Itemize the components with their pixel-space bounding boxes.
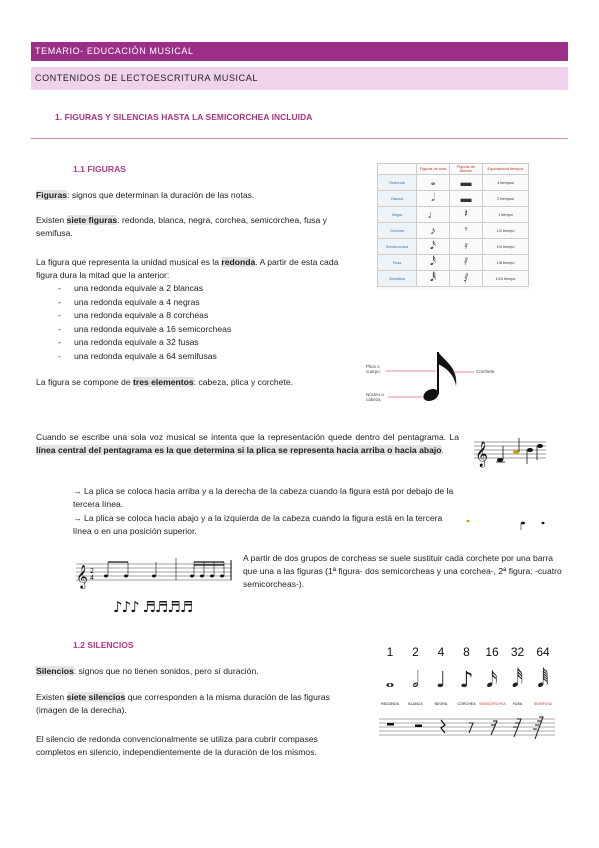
siete-silencios-pre: Existen [36,692,67,702]
siete-figuras-paragraph [36,214,356,240]
table-row [378,175,529,191]
table-header-cell: Figuras de nota [417,164,450,175]
table-cell-name: Blanca [378,191,417,207]
rest-fusa-icon [513,719,521,737]
figuras-table-image [377,163,529,290]
note-figure-icon: 𝅘𝅥𝅱 [537,668,549,693]
note-parts-diagram [366,344,506,410]
duration-number: 64 [536,645,550,659]
rest-redonda-icon [387,723,394,726]
unidad-rest: . A partir de esta cada figura dura la mitad que la anterior: [36,257,339,280]
table-cell-name: Fusa [378,255,417,271]
table-cell-note: 𝅝 [417,175,450,191]
table-cell-value: 1/4 tiempo [483,239,529,255]
figure-name-label: NEGRA [434,702,448,706]
svg-text:2: 2 [90,568,94,575]
equivalence-item: - una redonda equivale a 4 negras [36,296,336,310]
duration-number: 2 [412,645,419,659]
siete-rest: : redonda, blanca, negra, corchea, semicorchea, fusa y semifusa. [36,215,327,238]
figure-name-label: SEMICORCHEA [479,702,506,706]
note-figure-icon: ♪ [459,668,474,693]
document-title: TEMARIO- EDUCACIÓN MUSICAL [35,46,194,56]
redonda-term: redonda [221,257,256,267]
figuras-heading: 1.1 FIGURAS [73,164,127,174]
section-heading: 1. FIGURAS Y SILENCIAS HASTA LA SEMICORCHEA INCLUIDA [55,112,313,122]
silencio-redonda-paragraph: El silencio de redonda convencionalmente se utiliza para cubrir compases completos en silencio, independientemente de la duración de los mismos. [36,734,318,757]
document-title-bar [31,42,568,61]
label-corchete: Corchete [476,369,495,374]
table-cell-name: Corchea [378,223,417,239]
table-header-cell: Equivalencia tiempos [483,164,529,175]
table-row [378,207,529,223]
staff-svg-2 [463,510,548,534]
figure-name-label: REDONDA [381,702,399,706]
table-cell-note: 𝅘𝅥𝅰 [417,255,450,271]
staff-fragment [463,510,548,534]
table-cell-rest: ▬ [450,175,483,191]
table-header-cell [378,164,417,175]
table-cell-name: Negra [378,207,417,223]
table-row [378,223,529,239]
elementos-rest: : cabeza, plica y corchete. [193,377,294,387]
duration-number: 1 [386,645,394,659]
figuras-definition-text: : signos que determinan la duración de las notas. [67,190,255,200]
siete-silencios-rest: que corresponden a la misma duración de las figuras (imagen de la derecha). [36,692,330,715]
table-cell-note: ♩ [417,207,450,223]
table-cell-rest: 𝄾 [450,223,483,239]
table-cell-value: 1/2 tiempo [483,223,529,239]
duration-number: 4 [437,645,445,659]
table-cell-rest: 𝅁 [450,271,483,287]
equivalence-list [36,282,336,363]
plica-arriba-paragraph: → La plica se coloca hacia arriba y a la derecha de la cabeza cuando la figura está por debajo de la tercera línea. [73,486,454,509]
document-subtitle-bar [31,67,568,90]
duration-number: 32 [510,645,525,659]
equivalence-item: - una redonda equivale a 8 corcheas [36,309,336,323]
equivalence-item: - una redonda equivale a 64 semifusas [36,350,336,364]
silencios-heading: 1.2 SILENCIOS [73,640,134,650]
silencios-definition-text: : signos que no tienen sonidos, pero sí duración. [73,666,259,676]
table-row [378,271,529,287]
unidad-paragraph [36,256,361,282]
table-cell-name: Semifusa [378,271,417,287]
table-cell-name: Semicorchea [378,239,417,255]
table-row [378,255,529,271]
table-cell-note: 𝅘𝅥𝅱 [417,271,450,287]
treble-clef-icon: 𝄞 [76,564,88,588]
note-figure-icon: 𝅝 [385,668,395,693]
plica-abajo-paragraph: → La plica se coloca hacia abajo y a la izquierda de la cabeza cuando la figura está en la tercera línea o en una posición superior. [73,513,443,536]
figure-name-label: BLANCA [408,702,423,706]
table-cell-note: 𝅗𝅥 [417,191,450,207]
figure-name-label: CORCHEA [457,702,476,706]
table-cell-rest: 𝄿 [450,239,483,255]
equivalence-item: - una redonda equivale a 2 blancas [36,282,336,296]
figuras-definition [36,189,336,202]
siete-pre: Existen [36,215,67,225]
linea-central-term: línea central del pentagrama es la que determina si la plica se representa hacia arriba o hacia abajo [36,445,442,455]
pentagrama-text-a: Cuando se escribe una sola voz musical se intenta que la representación quede dentro del pentagrama. La [36,432,459,442]
table-cell-value: 1/16 tiempo [483,271,529,287]
table-cell-note: 𝅘𝅥𝅯 [417,239,450,255]
table-cell-value: 4 tiempos [483,175,529,191]
figure-name-label: SEMIFUSA [533,702,553,706]
table-cell-rest: ▬ [450,191,483,207]
equivalence-item: - una redonda equivale a 16 semicorcheas [36,323,336,337]
staff-svg-3 [74,554,234,590]
rest-blanca-icon [415,725,422,728]
note-flag [438,352,456,386]
rests-staff [377,715,557,741]
siete-figuras-term: siete figuras [66,215,118,225]
figuras-term: Figuras [36,190,68,200]
beamed-notes-staff [74,554,234,590]
staff-stem-example [472,430,548,472]
table-cell-value: 1 tiempo [483,207,529,223]
rest-semifusa-icon [533,717,543,739]
grupos-corcheas-paragraph: A partir de dos grupos de corcheas se suele sustituir cada corchete por una barra que una a las figuras (1ª figura- dos semicorcheas y una corchea-, 2ª figura: -cuatro semicorcheas-). [243,553,562,589]
equivalence-item: - una redonda equivale a 32 fusas [36,336,336,350]
figure-name-label: FUSA [512,702,523,706]
elementos-paragraph [36,376,356,389]
table-cell-name: Redonda [378,175,417,191]
silencios-definition [36,665,356,678]
silencios-term: Silencios [36,666,74,676]
table-cell-rest: 𝅀 [450,255,483,271]
pentagrama-text-c: . [441,445,444,455]
table-cell-rest: 𝄽 [450,207,483,223]
siete-silencios-term: siete silencios [66,692,126,702]
figuras-table [377,163,529,287]
staff-svg-1 [472,430,548,472]
duration-number: 8 [463,645,470,659]
siete-silencios-paragraph [36,691,341,717]
elementos-pre: La figura se compone de [36,377,133,387]
table-cell-value: 1/8 tiempo [483,255,529,271]
pentagrama-paragraph [36,431,459,457]
table-cell-note: ♪ [417,223,450,239]
label-plica: Plica o cuerpo [366,364,380,374]
note-figure-icon: 𝅘𝅥𝅯 [486,668,498,693]
table-cell-value: 2 tiempos [483,191,529,207]
label-cabeza: Núcleo o cabeza [366,392,384,402]
svg-text:4: 4 [90,575,94,582]
duration-number: 16 [485,645,499,659]
note-figure-icon: 𝅗𝅥 [412,668,419,693]
rest-corchea-icon [469,723,473,733]
table-header-cell: Figuras de silencio [450,164,483,175]
table-row [378,239,529,255]
unidad-pre: La figura que representa la unidad musical es la [36,257,222,267]
note-figure-icon: 𝅘𝅥𝅰 [511,668,524,693]
document-subtitle: CONTENIDOS DE LECTOESCRITURA MUSICAL [35,73,258,83]
section-divider [31,138,568,139]
table-row [378,191,529,207]
beamed-note-glyphs: ♪♪♪ ♬♬♬♬ [113,598,193,616]
silences-chart [377,645,557,745]
note-figure-icon: ♩ [435,668,447,693]
tres-elementos-term: tres elementos [132,377,194,387]
treble-clef-icon: 𝄞 [475,442,489,467]
